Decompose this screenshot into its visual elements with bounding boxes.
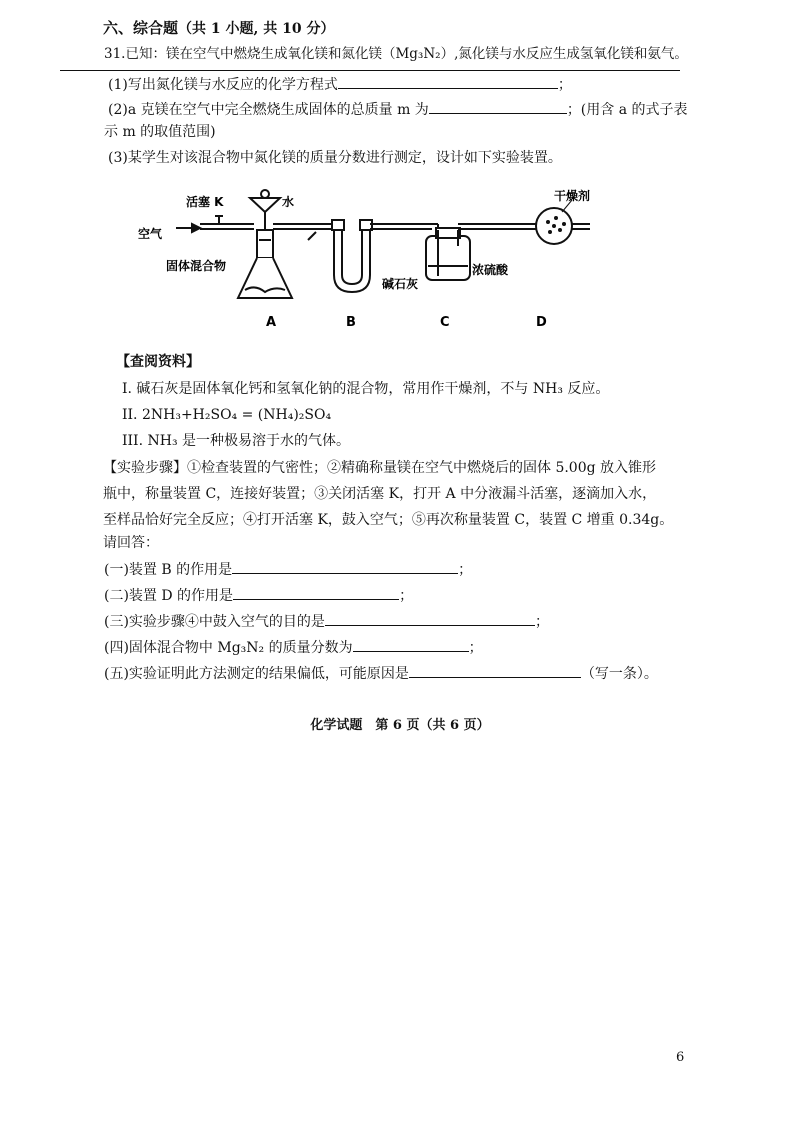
answer-1-text: (一)装置 B 的作用是: [104, 562, 233, 578]
bottle-c-stopper: [436, 228, 460, 238]
unit-label-c: C: [440, 315, 450, 330]
question-intro: 31.已知：镁在空气中燃烧生成氧化镁和氮化镁（Mg₃N₂）,氮化镁与水反应生成氢氧化镁和氨气。: [104, 46, 688, 62]
label-valve: 活塞 K: [186, 195, 224, 209]
section-subtitle: （共 1 小题, 共 10 分）: [178, 21, 335, 37]
page-footer: 化学试题 第 6 页（共 6 页）: [310, 718, 490, 733]
sub-question-1: [108, 73, 572, 95]
answer-5-end: （写一条）。: [580, 666, 658, 682]
answer-blank-reason[interactable]: [409, 662, 581, 678]
reference-item-3: III. NH₃ 是一种极易溶于水的气体。: [122, 433, 351, 449]
answer-line-5: [104, 662, 658, 684]
answer-blank-air[interactable]: [325, 610, 535, 626]
label-water: 水: [282, 195, 295, 209]
answer-blank-b[interactable]: [232, 558, 458, 574]
unit-label-b: B: [346, 315, 356, 330]
air-arrow-head: [192, 224, 200, 232]
steps-line-3: 至样品恰好完全反应；④打开活塞 K，鼓入空气；⑤再次称量装置 C，装置 C 增重 0.34g。: [103, 512, 674, 528]
answer-line-3: [104, 610, 549, 632]
reference-item-2: II. 2NH₃+H₂SO₄ = (NH₄)₂SO₄: [122, 407, 332, 423]
label-desiccant: 干燥剂: [554, 189, 591, 203]
sub-question-1-end: ；: [557, 77, 572, 93]
answer-blank-2[interactable]: [429, 98, 567, 114]
section-heading: [103, 18, 334, 39]
flask-a-neck: [257, 230, 273, 258]
label-solid: 固体混合物: [166, 259, 227, 273]
label-air: 空气: [138, 227, 163, 241]
answer-blank-d[interactable]: [233, 584, 399, 600]
u-tube-b-outer: [334, 229, 370, 292]
answer-blank-1[interactable]: [338, 73, 558, 89]
label-acid: 浓硫酸: [472, 263, 509, 277]
label-soda-lime: 碱石灰: [382, 277, 419, 291]
page-number: 6: [676, 1050, 685, 1065]
steps-line-1: 【实验步骤】①检查装置的气密性；②精确称量镁在空气中燃烧后的固体 5.00g 放入锥形: [103, 460, 657, 476]
sub-question-2-end: ；(用含 a 的式子表: [566, 102, 688, 118]
u-tube-b-inner: [342, 229, 362, 284]
answer-blank-fraction[interactable]: [353, 636, 469, 652]
apparatus-diagram: [120, 180, 600, 340]
answer-line-1: [104, 558, 472, 580]
sub-question-1-text: (1)写出氮化镁与水反应的化学方程式: [108, 77, 338, 93]
answer-3-end: ；: [534, 614, 549, 630]
answer-2-text: (二)装置 D 的作用是: [104, 588, 234, 604]
answer-4-end: ；: [468, 640, 483, 656]
answer-prompt: 请回答：: [103, 535, 159, 551]
divider-line: [60, 70, 680, 71]
tube-clip: [308, 232, 316, 240]
sub-question-2-text: (2)a 克镁在空气中完全燃烧生成固体的总质量 m 为: [108, 102, 429, 118]
answer-5-text: (五)实验证明此方法测定的结果偏低，可能原因是: [104, 666, 409, 682]
section-title: 六、综合题: [103, 19, 179, 37]
answer-3-text: (三)实验步骤④中鼓入空气的目的是: [104, 614, 325, 630]
answer-4-text: (四)固体混合物中 Mg₃N₂ 的质量分数为: [104, 640, 353, 656]
sub-question-2-cont: 示 m 的取值范围): [104, 124, 216, 140]
answer-1-end: ；: [458, 562, 473, 578]
reference-item-1: I. 碱石灰是固体氧化钙和氢氧化钠的混合物，常用作干燥剂，不与 NH₃ 反应。: [122, 381, 610, 397]
unit-label-a: A: [266, 315, 277, 330]
sub-question-2: [108, 98, 688, 120]
answer-line-4: [104, 636, 483, 658]
u-tube-b-left-stopper: [332, 220, 344, 230]
bottle-c: [426, 236, 470, 280]
answer-line-2: [104, 584, 413, 606]
references-heading: 【查阅资料】: [116, 354, 200, 370]
funnel-stopper: [261, 190, 269, 198]
answer-2-end: ；: [399, 588, 414, 604]
sub-question-3: (3)某学生对该混合物中氮化镁的质量分数进行测定，设计如下实验装置。: [108, 150, 562, 166]
steps-line-2: 瓶中，称量装置 C，连接好装置；③关闭活塞 K，打开 A 中分液漏斗活塞，逐滴加入水，: [103, 486, 657, 502]
separatory-funnel: [250, 198, 280, 212]
unit-label-d: D: [536, 315, 547, 330]
